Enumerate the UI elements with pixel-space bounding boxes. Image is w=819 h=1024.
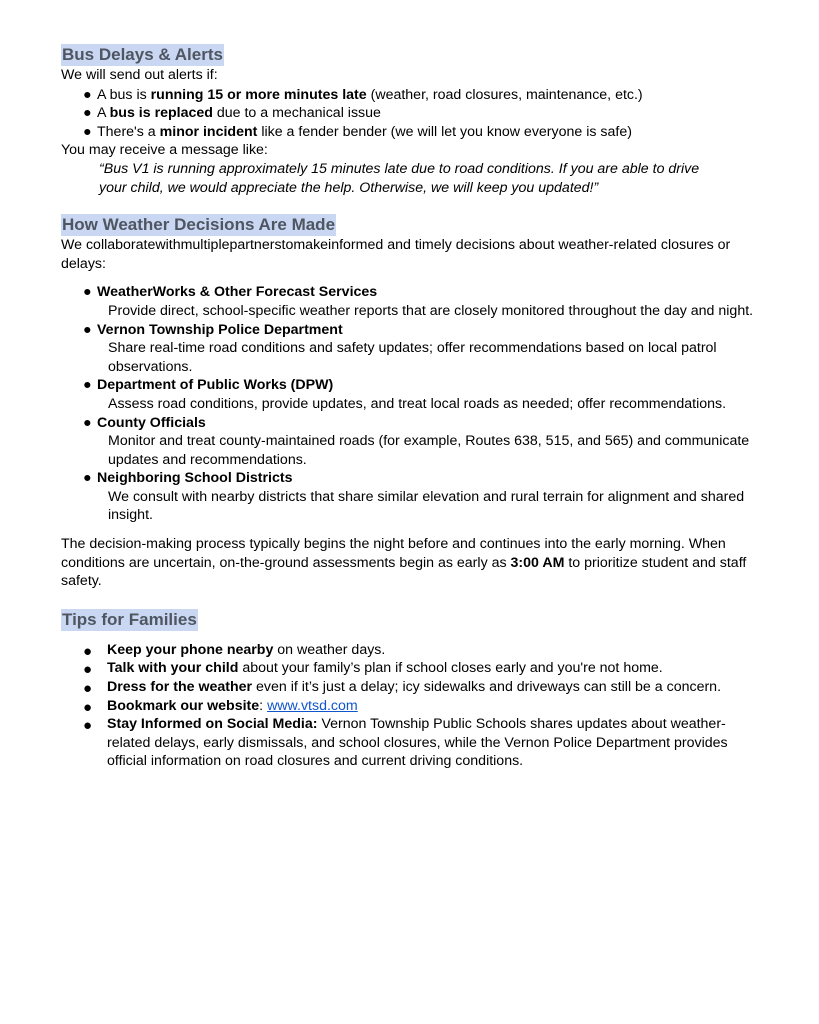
bullet-icon: ● (83, 321, 92, 338)
bullet-icon: ● (83, 86, 92, 103)
message-intro: You may receive a message like: (61, 142, 268, 159)
bullet-icon: ● (83, 284, 92, 301)
partner-description: Assess road conditions, provide updates, and treat local roads as needed; offer recommendations. (108, 395, 727, 412)
bullet-icon: ● (83, 680, 93, 698)
bullet-icon: ● (83, 377, 92, 394)
partner-description: Monitor and treat county-maintained roads (for example, Routes 638, 515, and 565) and communicate updates and recommendations. (108, 433, 750, 468)
bullet-icon: ● (83, 123, 92, 140)
list-item: ● Keep your phone nearby on weather days. (83, 641, 386, 660)
weather-intro: We collaboratewithmultiplepartnerstomakeinformed and timely decisions about weather-related closures or delays: (61, 237, 731, 272)
heading-weather-decisions: How Weather Decisions Are Made (62, 215, 336, 235)
list-item (61, 414, 766, 470)
bullet-icon: ● (83, 661, 93, 679)
list-item (61, 321, 766, 377)
list-item (61, 376, 766, 413)
heading-bus-delays: Bus Delays & Alerts (62, 45, 223, 64)
bullet-icon: ● (83, 414, 92, 431)
partner-name: Vernon Township Police Department (97, 321, 343, 338)
sample-message-line-1: “Bus V1 is running approximately 15 minutes late due to road conditions. If you are able to drive (99, 160, 700, 177)
list-item: ● Dress for the weather even if it’s just a delay; icy sidewalks and driveways can still be a concern. (83, 679, 722, 698)
list-item: ● A bus is replaced due to a mechanical issue (83, 105, 381, 122)
partner-description: Provide direct, school-specific weather reports that are closely monitored throughout the day and night. (108, 302, 754, 319)
tips-list (61, 641, 766, 771)
website-link[interactable]: www.vtsd.com (267, 697, 358, 714)
partner-name: Department of Public Works (DPW) (97, 377, 334, 394)
heading-tips-families: Tips for Families (62, 609, 197, 629)
partner-name: WeatherWorks & Other Forecast Services (97, 284, 378, 301)
sample-message-line-2: your child, we would appreciate the help. Otherwise, we will keep you updated!” (99, 179, 599, 196)
bullet-icon: ● (83, 105, 92, 122)
partner-name: Neighboring School Districts (97, 470, 293, 487)
bullet-icon: ● (83, 470, 92, 487)
partner-description: Share real-time road conditions and safety updates; offer recommendations based on local patrol observations. (108, 340, 717, 375)
list-item (61, 283, 766, 320)
decision-process-paragraph: The decision-making process typically begins the night before and continues into the early morning. When conditions are uncertain, on-the-ground assessments begin as early as 3:00 AM to prioritize student and staff safety. (61, 536, 747, 590)
list-item: ● Bookmark our website: www.vtsd.com (83, 697, 358, 716)
list-item: ● There's a minor incident like a fender bender (we will let you know everyone is safe) (83, 123, 632, 140)
bullet-icon: ● (83, 717, 93, 735)
list-item: ● A bus is running 15 or more minutes late (weather, road closures, maintenance, etc.) (83, 86, 643, 103)
document-content (61, 44, 766, 771)
bus-alert-list (61, 86, 766, 142)
list-item: ● Talk with your child about your family’s plan if school closes early and you're not home. (83, 660, 663, 679)
bus-intro: We will send out alerts if: (61, 67, 218, 83)
bullet-icon: ● (83, 642, 93, 660)
bullet-icon: ● (83, 698, 93, 716)
partner-name: County Officials (97, 414, 206, 431)
partner-description: We consult with nearby districts that share similar elevation and rural terrain for alignment and shared insight. (108, 488, 745, 524)
list-item: ● Stay Informed on Social Media: Vernon Township Public Schools shares updates about weather-related delays, early dismissals, and school closures, while the Vernon Police Department provides official information on road closures and current driving conditions. (83, 716, 728, 770)
list-item (61, 469, 766, 525)
partner-list (61, 283, 766, 525)
